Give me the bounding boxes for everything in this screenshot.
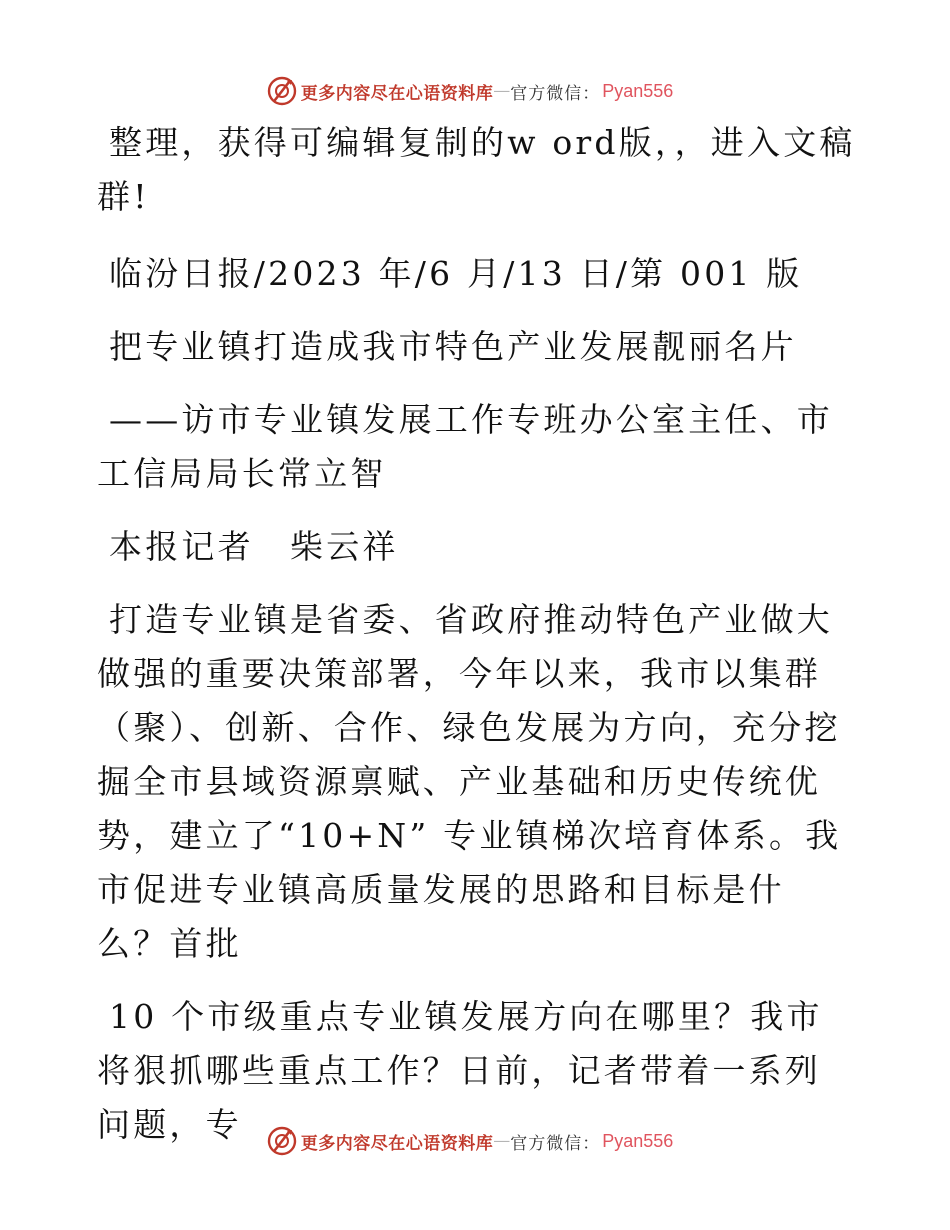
source-line: 临汾日报/2023 年/6 月/13 日/第 001 版 [109, 254, 803, 293]
article-byline: 本报记者 柴云祥 [109, 527, 399, 566]
article-paragraph: 打造专业镇是省委、省政府推动特色产业做大做强的重要决策部署，今年以来，我市以集群（聚）、创新、合作、绿色发展为方向，充分挖掘全市县域资源禀赋、产业基础和历史传统优势，建立了“10+N” 专业镇梯次培育体系。我市促进专业镇高质量发展的思路和目标是什么？首批 [97, 600, 842, 963]
brand-text: 更多内容尽在心语资料库 [300, 83, 494, 104]
footer-watermark-banner [0, 1121, 950, 1161]
official-wechat-label: 官方微信： [510, 1133, 601, 1154]
document-body [97, 116, 857, 1152]
intro-note: 整理，获得可编辑复制的w ord版，，进入文稿群! [97, 123, 856, 216]
brand-logo-icon [267, 76, 297, 106]
banner-separator: — [493, 1131, 511, 1151]
brand-logo-icon [267, 1126, 297, 1156]
brand-text: 更多内容尽在心语资料库 [300, 1133, 494, 1154]
header-watermark-banner [0, 71, 950, 111]
banner-separator: — [493, 81, 511, 101]
wechat-id: Pyan556 [602, 80, 674, 101]
article-paragraph: 10 个市级重点专业镇发展方向在哪里？我市将狠抓哪些重点工作？日前，记者带着一系列问题，专 [97, 997, 823, 1144]
wechat-id: Pyan556 [602, 1130, 674, 1151]
article-headline: 把专业镇打造成我市特色产业发展靓丽名片 [109, 327, 797, 366]
article-subheadline: ——访市专业镇发展工作专班办公室主任、市工信局局长常立智 [97, 400, 833, 493]
official-wechat-label: 官方微信： [510, 83, 601, 104]
